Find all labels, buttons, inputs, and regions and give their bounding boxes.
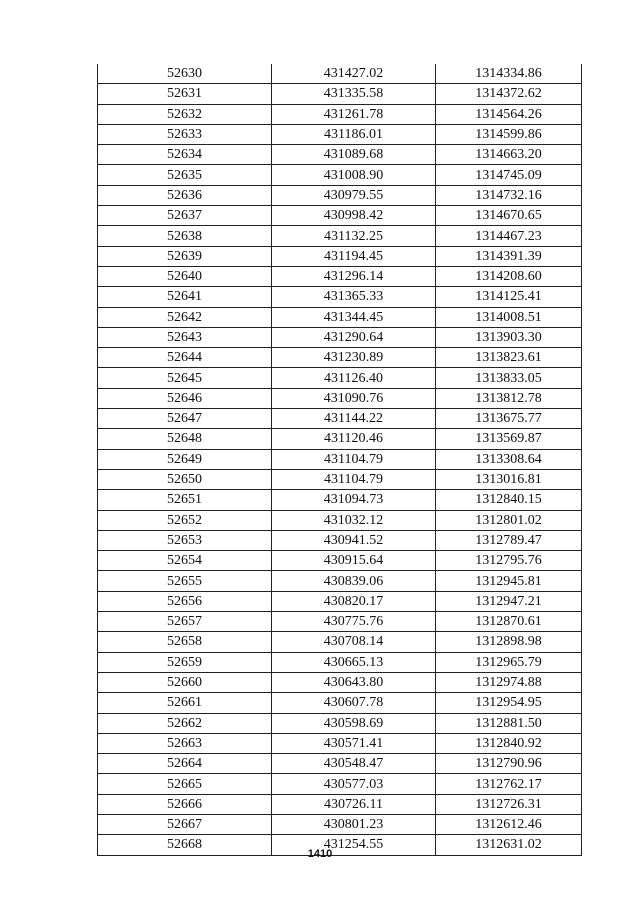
table-row (98, 490, 582, 510)
x-coordinate-cell: 430820.17 (272, 591, 436, 611)
x-coordinate-cell: 431365.33 (272, 287, 436, 307)
y-coordinate-cell: 1314372.62 (436, 84, 582, 104)
point-id-cell: 52630 (98, 64, 272, 84)
table-row (98, 307, 582, 327)
y-coordinate-cell: 1312945.81 (436, 571, 582, 591)
y-coordinate-cell: 1314745.09 (436, 165, 582, 185)
point-id-cell: 52657 (98, 612, 272, 632)
y-coordinate-cell: 1312974.88 (436, 672, 582, 692)
table-row (98, 206, 582, 226)
point-id-cell: 52661 (98, 693, 272, 713)
y-coordinate-cell: 1312795.76 (436, 551, 582, 571)
point-id-cell: 52648 (98, 429, 272, 449)
point-id-cell: 52653 (98, 530, 272, 550)
x-coordinate-cell: 431261.78 (272, 104, 436, 124)
x-coordinate-cell: 431090.76 (272, 388, 436, 408)
y-coordinate-cell: 1312631.02 (436, 835, 582, 855)
point-id-cell: 52665 (98, 774, 272, 794)
table-row (98, 104, 582, 124)
table-row (98, 429, 582, 449)
point-id-cell: 52666 (98, 794, 272, 814)
x-coordinate-cell: 431344.45 (272, 307, 436, 327)
y-coordinate-cell: 1312954.95 (436, 693, 582, 713)
y-coordinate-cell: 1314670.65 (436, 206, 582, 226)
x-coordinate-cell: 430598.69 (272, 713, 436, 733)
y-coordinate-cell: 1312840.15 (436, 490, 582, 510)
point-id-cell: 52659 (98, 652, 272, 672)
table-row (98, 409, 582, 429)
x-coordinate-cell: 431094.73 (272, 490, 436, 510)
y-coordinate-cell: 1313903.30 (436, 327, 582, 347)
x-coordinate-cell: 431186.01 (272, 124, 436, 144)
point-id-cell: 52663 (98, 733, 272, 753)
table-row (98, 814, 582, 834)
x-coordinate-cell: 430708.14 (272, 632, 436, 652)
page-number: 1410 (307, 848, 333, 860)
table-row (98, 571, 582, 591)
table-row (98, 124, 582, 144)
y-coordinate-cell: 1314208.60 (436, 266, 582, 286)
y-coordinate-cell: 1312801.02 (436, 510, 582, 530)
x-coordinate-cell: 430607.78 (272, 693, 436, 713)
point-id-cell: 52650 (98, 469, 272, 489)
table-row (98, 266, 582, 286)
table-row (98, 672, 582, 692)
y-coordinate-cell: 1314125.41 (436, 287, 582, 307)
y-coordinate-cell: 1314008.51 (436, 307, 582, 327)
table-row (98, 632, 582, 652)
x-coordinate-cell: 431120.46 (272, 429, 436, 449)
table-row (98, 733, 582, 753)
y-coordinate-cell: 1312762.17 (436, 774, 582, 794)
y-coordinate-cell: 1314334.86 (436, 64, 582, 84)
table-row (98, 612, 582, 632)
point-id-cell: 52655 (98, 571, 272, 591)
point-id-cell: 52654 (98, 551, 272, 571)
y-coordinate-cell: 1313833.05 (436, 368, 582, 388)
table-row (98, 774, 582, 794)
point-id-cell: 52633 (98, 124, 272, 144)
x-coordinate-cell: 431335.58 (272, 84, 436, 104)
point-id-cell: 52656 (98, 591, 272, 611)
table-row (98, 165, 582, 185)
x-coordinate-cell: 430801.23 (272, 814, 436, 834)
point-id-cell: 52662 (98, 713, 272, 733)
table-row (98, 713, 582, 733)
x-coordinate-cell: 430726.11 (272, 794, 436, 814)
x-coordinate-cell: 431032.12 (272, 510, 436, 530)
y-coordinate-cell: 1312870.61 (436, 612, 582, 632)
table-row (98, 327, 582, 347)
table-row (98, 652, 582, 672)
y-coordinate-cell: 1314564.26 (436, 104, 582, 124)
x-coordinate-cell: 430979.55 (272, 185, 436, 205)
x-coordinate-cell: 430998.42 (272, 206, 436, 226)
x-coordinate-cell: 431008.90 (272, 165, 436, 185)
point-id-cell: 52641 (98, 287, 272, 307)
point-id-cell: 52638 (98, 226, 272, 246)
point-id-cell: 52642 (98, 307, 272, 327)
y-coordinate-cell: 1312790.96 (436, 754, 582, 774)
y-coordinate-cell: 1314732.16 (436, 185, 582, 205)
point-id-cell: 52646 (98, 388, 272, 408)
x-coordinate-cell: 430665.13 (272, 652, 436, 672)
y-coordinate-cell: 1313675.77 (436, 409, 582, 429)
point-id-cell: 52660 (98, 672, 272, 692)
table-row (98, 287, 582, 307)
table-row (98, 449, 582, 469)
x-coordinate-cell: 431126.40 (272, 368, 436, 388)
y-coordinate-cell: 1313823.61 (436, 348, 582, 368)
x-coordinate-cell: 430548.47 (272, 754, 436, 774)
x-coordinate-cell: 430941.52 (272, 530, 436, 550)
table-row (98, 794, 582, 814)
table-row (98, 84, 582, 104)
point-id-cell: 52643 (98, 327, 272, 347)
y-coordinate-cell: 1312881.50 (436, 713, 582, 733)
table-row (98, 145, 582, 165)
table-row (98, 754, 582, 774)
point-id-cell: 52636 (98, 185, 272, 205)
x-coordinate-cell: 431427.02 (272, 64, 436, 84)
point-id-cell: 52639 (98, 246, 272, 266)
x-coordinate-cell: 430915.64 (272, 551, 436, 571)
table-row (98, 469, 582, 489)
y-coordinate-cell: 1313016.81 (436, 469, 582, 489)
x-coordinate-cell: 430775.76 (272, 612, 436, 632)
table-row (98, 591, 582, 611)
table-row (98, 64, 582, 84)
table-row (98, 246, 582, 266)
point-id-cell: 52658 (98, 632, 272, 652)
x-coordinate-cell: 431254.55 (272, 835, 436, 855)
x-coordinate-cell: 431194.45 (272, 246, 436, 266)
y-coordinate-cell: 1313569.87 (436, 429, 582, 449)
table-body (98, 64, 582, 855)
point-id-cell: 52631 (98, 84, 272, 104)
x-coordinate-cell: 431290.64 (272, 327, 436, 347)
y-coordinate-cell: 1312612.46 (436, 814, 582, 834)
x-coordinate-cell: 431230.89 (272, 348, 436, 368)
point-id-cell: 52652 (98, 510, 272, 530)
table-row (98, 693, 582, 713)
x-coordinate-cell: 431089.68 (272, 145, 436, 165)
x-coordinate-cell: 431132.25 (272, 226, 436, 246)
y-coordinate-cell: 1313812.78 (436, 388, 582, 408)
y-coordinate-cell: 1314599.86 (436, 124, 582, 144)
y-coordinate-cell: 1312898.98 (436, 632, 582, 652)
x-coordinate-cell: 431104.79 (272, 449, 436, 469)
point-id-cell: 52635 (98, 165, 272, 185)
x-coordinate-cell: 431104.79 (272, 469, 436, 489)
y-coordinate-cell: 1314391.39 (436, 246, 582, 266)
point-id-cell: 52644 (98, 348, 272, 368)
table-row (98, 348, 582, 368)
table-row (98, 185, 582, 205)
table-row (98, 226, 582, 246)
table-row (98, 530, 582, 550)
x-coordinate-cell: 430643.80 (272, 672, 436, 692)
point-id-cell: 52664 (98, 754, 272, 774)
y-coordinate-cell: 1312840.92 (436, 733, 582, 753)
point-id-cell: 52651 (98, 490, 272, 510)
y-coordinate-cell: 1312789.47 (436, 530, 582, 550)
point-id-cell: 52640 (98, 266, 272, 286)
y-coordinate-cell: 1312947.21 (436, 591, 582, 611)
y-coordinate-cell: 1313308.64 (436, 449, 582, 469)
point-id-cell: 52637 (98, 206, 272, 226)
point-id-cell: 52649 (98, 449, 272, 469)
x-coordinate-cell: 431296.14 (272, 266, 436, 286)
coordinates-table (97, 64, 582, 856)
y-coordinate-cell: 1312965.79 (436, 652, 582, 672)
y-coordinate-cell: 1314467.23 (436, 226, 582, 246)
table-row (98, 551, 582, 571)
y-coordinate-cell: 1314663.20 (436, 145, 582, 165)
point-id-cell: 52634 (98, 145, 272, 165)
y-coordinate-cell: 1312726.31 (436, 794, 582, 814)
x-coordinate-cell: 430839.06 (272, 571, 436, 591)
point-id-cell: 52645 (98, 368, 272, 388)
x-coordinate-cell: 431144.22 (272, 409, 436, 429)
point-id-cell: 52647 (98, 409, 272, 429)
table-row (98, 368, 582, 388)
x-coordinate-cell: 430571.41 (272, 733, 436, 753)
table-row (98, 388, 582, 408)
point-id-cell: 52668 (98, 835, 272, 855)
x-coordinate-cell: 430577.03 (272, 774, 436, 794)
point-id-cell: 52632 (98, 104, 272, 124)
point-id-cell: 52667 (98, 814, 272, 834)
table-row (98, 510, 582, 530)
